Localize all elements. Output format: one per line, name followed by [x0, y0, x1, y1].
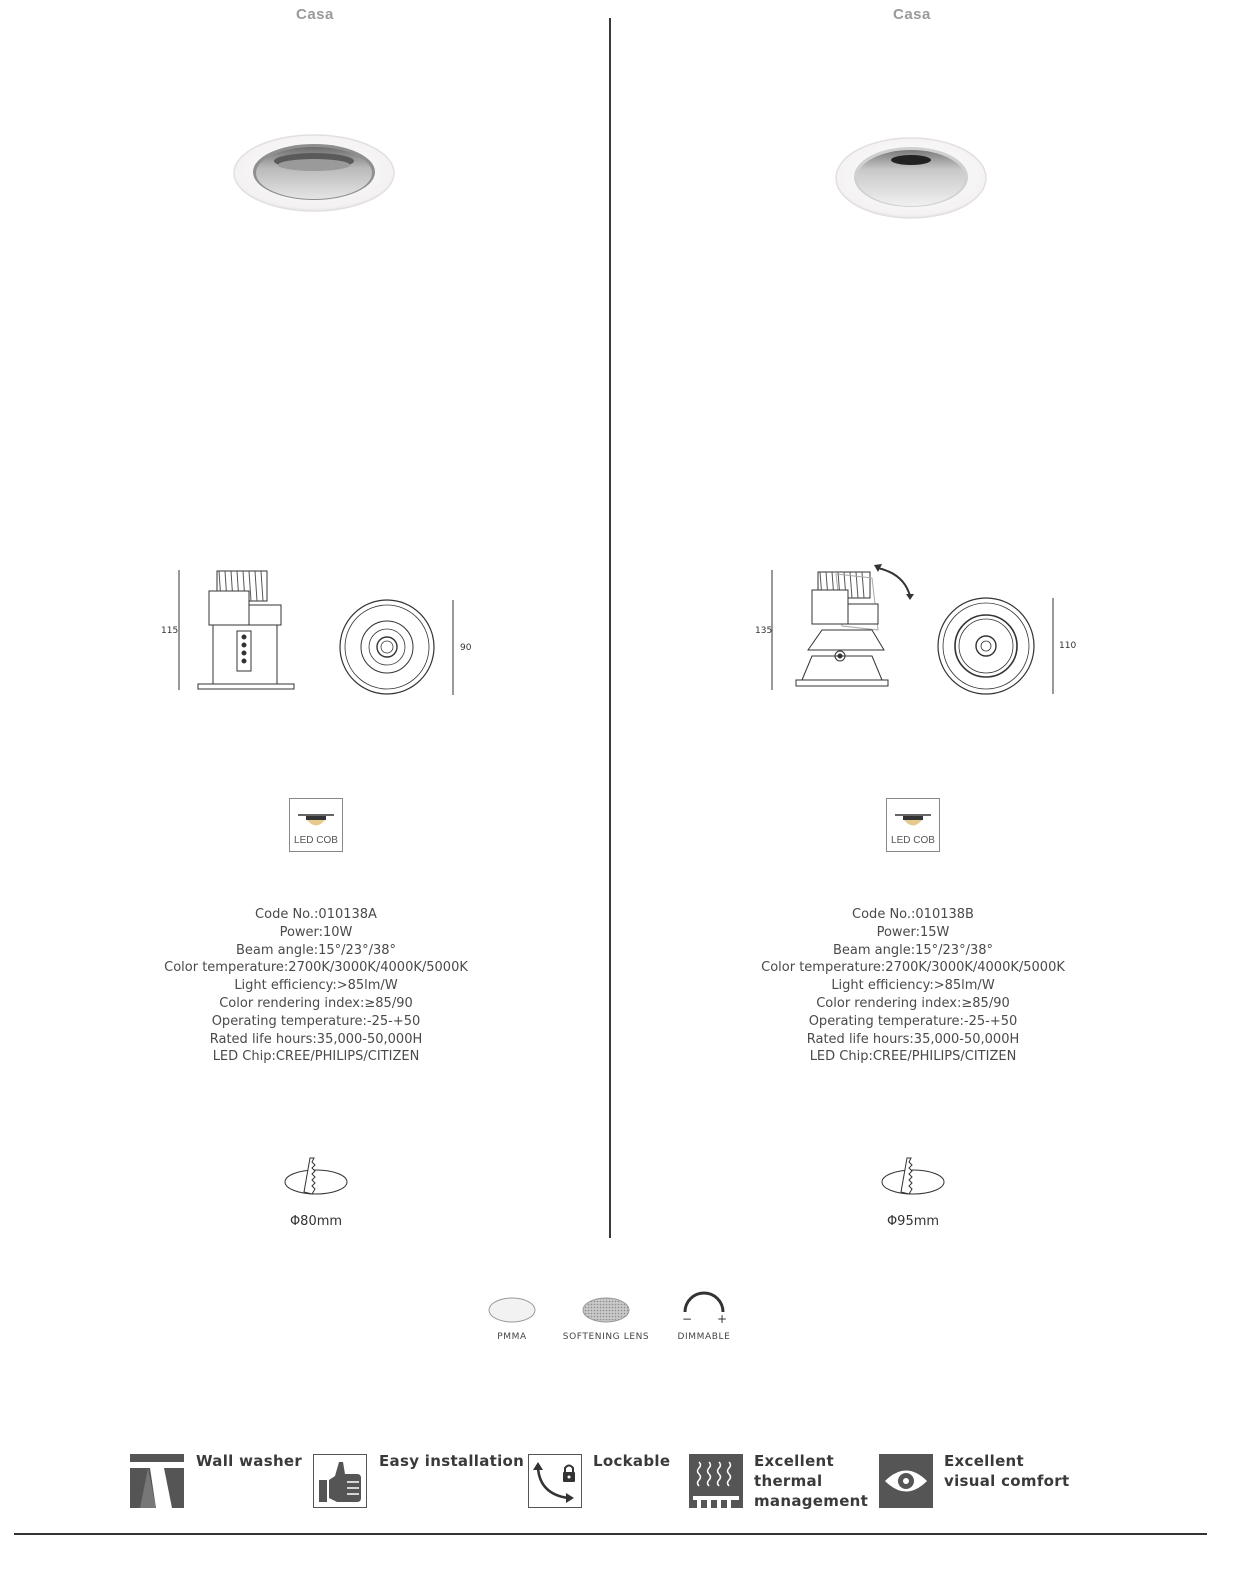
feature-easy-installation — [379, 1451, 524, 1471]
feature-label-line: visual comfort — [944, 1472, 1070, 1490]
spec-operating-temperature: Operating temperature:-25-+50 — [211, 1013, 421, 1029]
dimension-diameter-right: 110 — [1059, 641, 1077, 651]
led-chip-icon — [296, 813, 336, 833]
cutout-size-right: Φ95mm — [886, 1214, 940, 1229]
technical-drawing-left — [155, 565, 485, 705]
spec-cri: Color rendering index:≥85/90 — [816, 995, 1010, 1011]
technical-drawing-right — [752, 560, 1082, 705]
cutout-icon-left — [282, 1156, 352, 1198]
feature-label-line: management — [754, 1492, 869, 1510]
cutout-icon-right — [879, 1156, 949, 1198]
led-cob-icon-right — [886, 798, 940, 852]
brand-left: Casa — [296, 6, 334, 23]
downlight-photo-left — [230, 130, 400, 220]
spec-code: Code No.:010138A — [255, 907, 377, 922]
led-cob-label-left: LED COB — [294, 835, 338, 846]
spec-led-chip: LED Chip:CREE/PHILIPS/CITIZEN — [212, 1049, 420, 1065]
specs-left — [106, 906, 526, 1066]
dimension-height-right: 135 — [755, 626, 773, 636]
cutout-size-left: Φ80mm — [289, 1214, 343, 1229]
spec-code: Code No.:010138B — [852, 907, 974, 922]
spec-power: Power:10W — [279, 924, 353, 940]
feature-label-line: Easy installation — [379, 1452, 525, 1470]
feature-label-line: Lockable — [593, 1452, 671, 1470]
feature-label-line: Excellent — [944, 1452, 1024, 1470]
lock-rotate-icon — [528, 1454, 582, 1508]
softening-lens-icon — [581, 1297, 633, 1325]
spec-rated-life: Rated life hours:35,000-50,000H — [209, 1031, 423, 1047]
brand-right: Casa — [893, 6, 931, 23]
dimmable-plus: + — [717, 1312, 728, 1326]
column-divider — [609, 18, 611, 1238]
spec-operating-temperature: Operating temperature:-25-+50 — [808, 1013, 1018, 1029]
feature-label-line: Wall washer — [196, 1452, 303, 1470]
led-chip-icon — [893, 813, 933, 833]
spec-beam-angle: Beam angle:15°/23°/38° — [235, 942, 396, 958]
feature-visual-comfort — [944, 1451, 1069, 1491]
bottom-rule — [14, 1533, 1207, 1535]
spec-rated-life: Rated life hours:35,000-50,000H — [806, 1031, 1020, 1047]
option-softening-lens-label: SOFTENING LENS — [562, 1332, 650, 1342]
feature-label-line: thermal — [754, 1472, 823, 1490]
option-dimmable-label: DIMMABLE — [677, 1332, 731, 1342]
option-pmma-label: PMMA — [497, 1332, 527, 1342]
spec-beam-angle: Beam angle:15°/23°/38° — [832, 942, 993, 958]
dimension-diameter-left: 90 — [460, 643, 472, 653]
led-cob-icon-left — [289, 798, 343, 852]
spec-light-efficiency: Light efficiency:>85lm/W — [234, 978, 398, 994]
led-cob-label-right: LED COB — [891, 835, 935, 846]
thumbs-up-icon — [313, 1454, 367, 1508]
dimmable-minus: − — [682, 1312, 693, 1326]
feature-lockable — [593, 1451, 670, 1471]
eye-icon — [879, 1454, 933, 1508]
spec-power: Power:15W — [876, 924, 950, 940]
specs-right — [703, 906, 1123, 1066]
heat-sink-icon — [689, 1454, 743, 1508]
spec-light-efficiency: Light efficiency:>85lm/W — [831, 978, 995, 994]
dimmable-icon — [680, 1288, 728, 1326]
dimension-height-left: 115 — [161, 626, 179, 636]
feature-wall-washer — [196, 1451, 302, 1471]
spec-cri: Color rendering index:≥85/90 — [219, 995, 413, 1011]
wall-washer-icon — [130, 1454, 184, 1508]
feature-thermal-management — [754, 1451, 868, 1511]
spec-color-temperature: Color temperature:2700K/3000K/4000K/5000K — [164, 960, 468, 976]
pmma-lens-icon — [488, 1297, 538, 1325]
downlight-photo-right — [832, 134, 992, 224]
feature-label-line: Excellent — [754, 1452, 834, 1470]
spec-color-temperature: Color temperature:2700K/3000K/4000K/5000K — [761, 960, 1065, 976]
spec-led-chip: LED Chip:CREE/PHILIPS/CITIZEN — [809, 1049, 1017, 1065]
